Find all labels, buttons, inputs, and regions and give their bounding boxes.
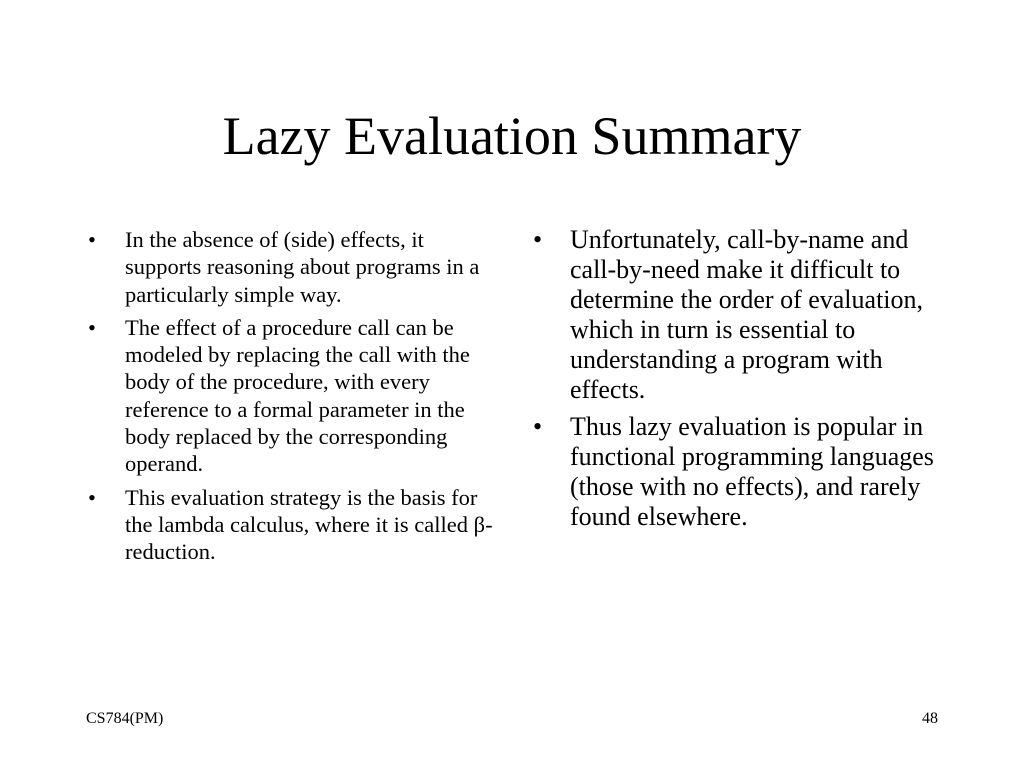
- bullet-icon: •: [533, 412, 543, 441]
- bullet-text: This evaluation strategy is the basis for the lambda calculus, where it is called β-reduction.: [125, 484, 493, 565]
- bullet-icon: •: [88, 227, 96, 252]
- right-bullet-list: [533, 225, 943, 539]
- bullet-item: [88, 226, 493, 308]
- footer-course-label: CS784(PM): [86, 710, 164, 727]
- bullet-text: In the absence of (side) effects, it supports reasoning about programs in a particularly simple way.: [125, 227, 480, 307]
- bullet-icon: •: [533, 225, 543, 254]
- bullet-item: [533, 412, 943, 532]
- bullet-icon: •: [88, 484, 96, 510]
- bullet-item: [88, 484, 493, 566]
- bullet-text: The effect of a procedure call can be modeled by replacing the call with the body of the procedure, with every reference to a formal parameter in the body replaced by the corresponding operand.: [125, 314, 470, 477]
- left-bullet-list: [88, 226, 493, 572]
- footer-page-number: 48: [922, 710, 938, 727]
- bullet-icon: •: [88, 314, 96, 340]
- bullet-text: Thus lazy evaluation is popular in functional programming languages (those with no effects), and rarely found elsewhere.: [570, 412, 934, 531]
- bullet-item: [533, 225, 943, 405]
- bullet-item: [88, 314, 493, 478]
- slide-title: Lazy Evaluation Summary: [222, 106, 802, 166]
- bullet-text: Unfortunately, call-by-name and call-by-need make it difficult to determine the order of evaluation, which in turn is essential to understanding a program with effects.: [570, 225, 924, 404]
